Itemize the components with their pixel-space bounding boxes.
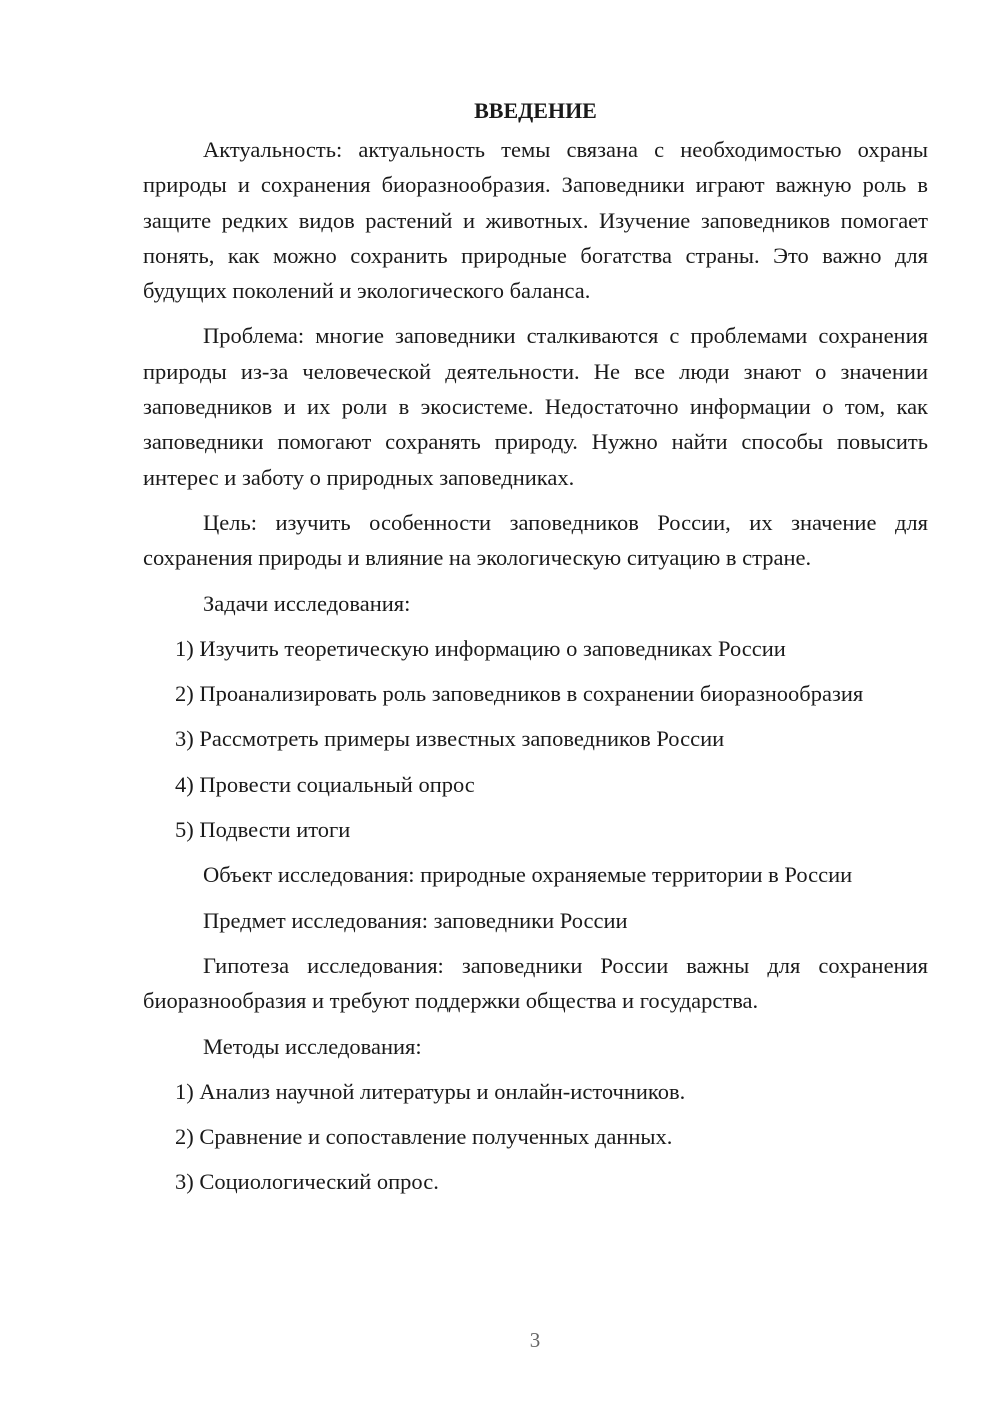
method-item-2: 2) Сравнение и сопоставление полученных данных. bbox=[175, 1124, 673, 1150]
research-object: Объект исследования: природные охраняемые территории в России bbox=[203, 862, 853, 888]
document-page bbox=[143, 94, 928, 1200]
task-item-4: 4) Провести социальный опрос bbox=[175, 771, 475, 797]
problem-paragraph: Проблема: многие заповедники сталкиваются с проблемами сохранения природы из-за человеческой деятельности. Не все люди знают о значении заповедников и их роли в экосистеме. Недостаточно информации о том, как заповедники помогают сохранять природу. Нужно найти способы повысить интерес и заботу о природных заповедниках. bbox=[143, 323, 928, 490]
relevance-paragraph: Актуальность: актуальность темы связана с необходимостью охраны природы и сохранения биоразнообразия. Заповедники играют важную роль в защите редких видов растений и животных. Изучение заповедников помогает понять, как можно сохранить природные богатства страны. Это важно для будущих поколений и экологического баланса. bbox=[143, 137, 928, 304]
research-hypothesis: Гипотеза исследования: заповедники России важны для сохранения биоразнообразия и требуют поддержки общества и государства. bbox=[143, 952, 928, 1014]
research-subject: Предмет исследования: заповедники России bbox=[203, 907, 628, 933]
page-number: 3 bbox=[529, 1328, 541, 1352]
task-item-5: 5) Подвести итоги bbox=[175, 817, 351, 843]
task-item-2: 2) Проанализировать роль заповедников в сохранении биоразнообразия bbox=[175, 681, 864, 707]
method-item-3: 3) Социологический опрос. bbox=[175, 1169, 439, 1195]
tasks-heading: Задачи исследования: bbox=[203, 590, 411, 616]
goal-paragraph: Цель: изучить особенности заповедников России, их значение для сохранения природы и влияние на экологическую ситуацию в стране. bbox=[143, 509, 928, 571]
page-title: ВВЕДЕНИЕ bbox=[474, 98, 597, 123]
task-item-1: 1) Изучить теоретическую информацию о заповедниках России bbox=[175, 635, 786, 661]
task-item-3: 3) Рассмотреть примеры известных заповедников России bbox=[175, 726, 725, 752]
methods-heading: Методы исследования: bbox=[203, 1033, 422, 1059]
method-item-1: 1) Анализ научной литературы и онлайн-источников. bbox=[175, 1078, 686, 1104]
